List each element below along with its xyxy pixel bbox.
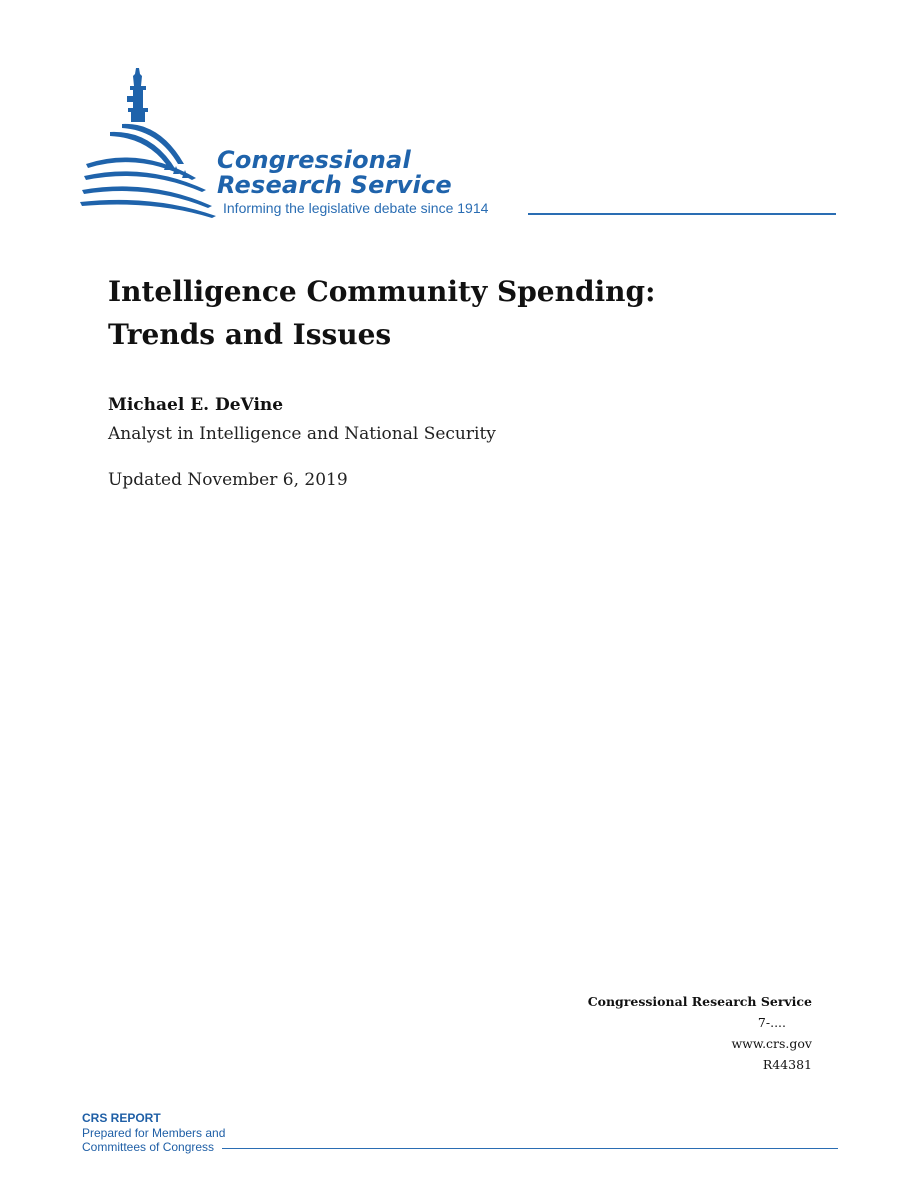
report-number: R44381 (762, 1057, 812, 1072)
report-title-line1: Intelligence Community Spending: (108, 275, 656, 308)
crs-report-footer (82, 1111, 838, 1156)
author-name: Michael E. DeVine (108, 395, 284, 415)
report-title-line2: Trends and Issues (108, 318, 392, 351)
logo-name-line1: Congressional (217, 146, 411, 174)
author-position: Analyst in Intelligence and National Security (108, 424, 496, 444)
logo-name-line2: Research Service (217, 171, 452, 199)
crs-info-block (588, 991, 812, 1075)
footer-committees: Committees of Congress (82, 1140, 215, 1154)
report-title (108, 270, 655, 356)
footer-prepared-for: Prepared for Members and (82, 1126, 226, 1140)
crs-website-link[interactable]: www.crs.gov (731, 1036, 812, 1051)
logo-tagline: Informing the legislative debate since 1914 (223, 200, 489, 216)
updated-date: Updated November 6, 2019 (108, 470, 348, 490)
crs-organization: Congressional Research Service (587, 994, 812, 1009)
capitol-dome-icon (80, 66, 220, 218)
logo-divider (528, 213, 836, 215)
footer-report-label: CRS REPORT (82, 1111, 161, 1125)
crs-code: 7-.... (757, 1015, 786, 1030)
footer-divider (222, 1148, 838, 1149)
crs-logo (80, 66, 840, 226)
